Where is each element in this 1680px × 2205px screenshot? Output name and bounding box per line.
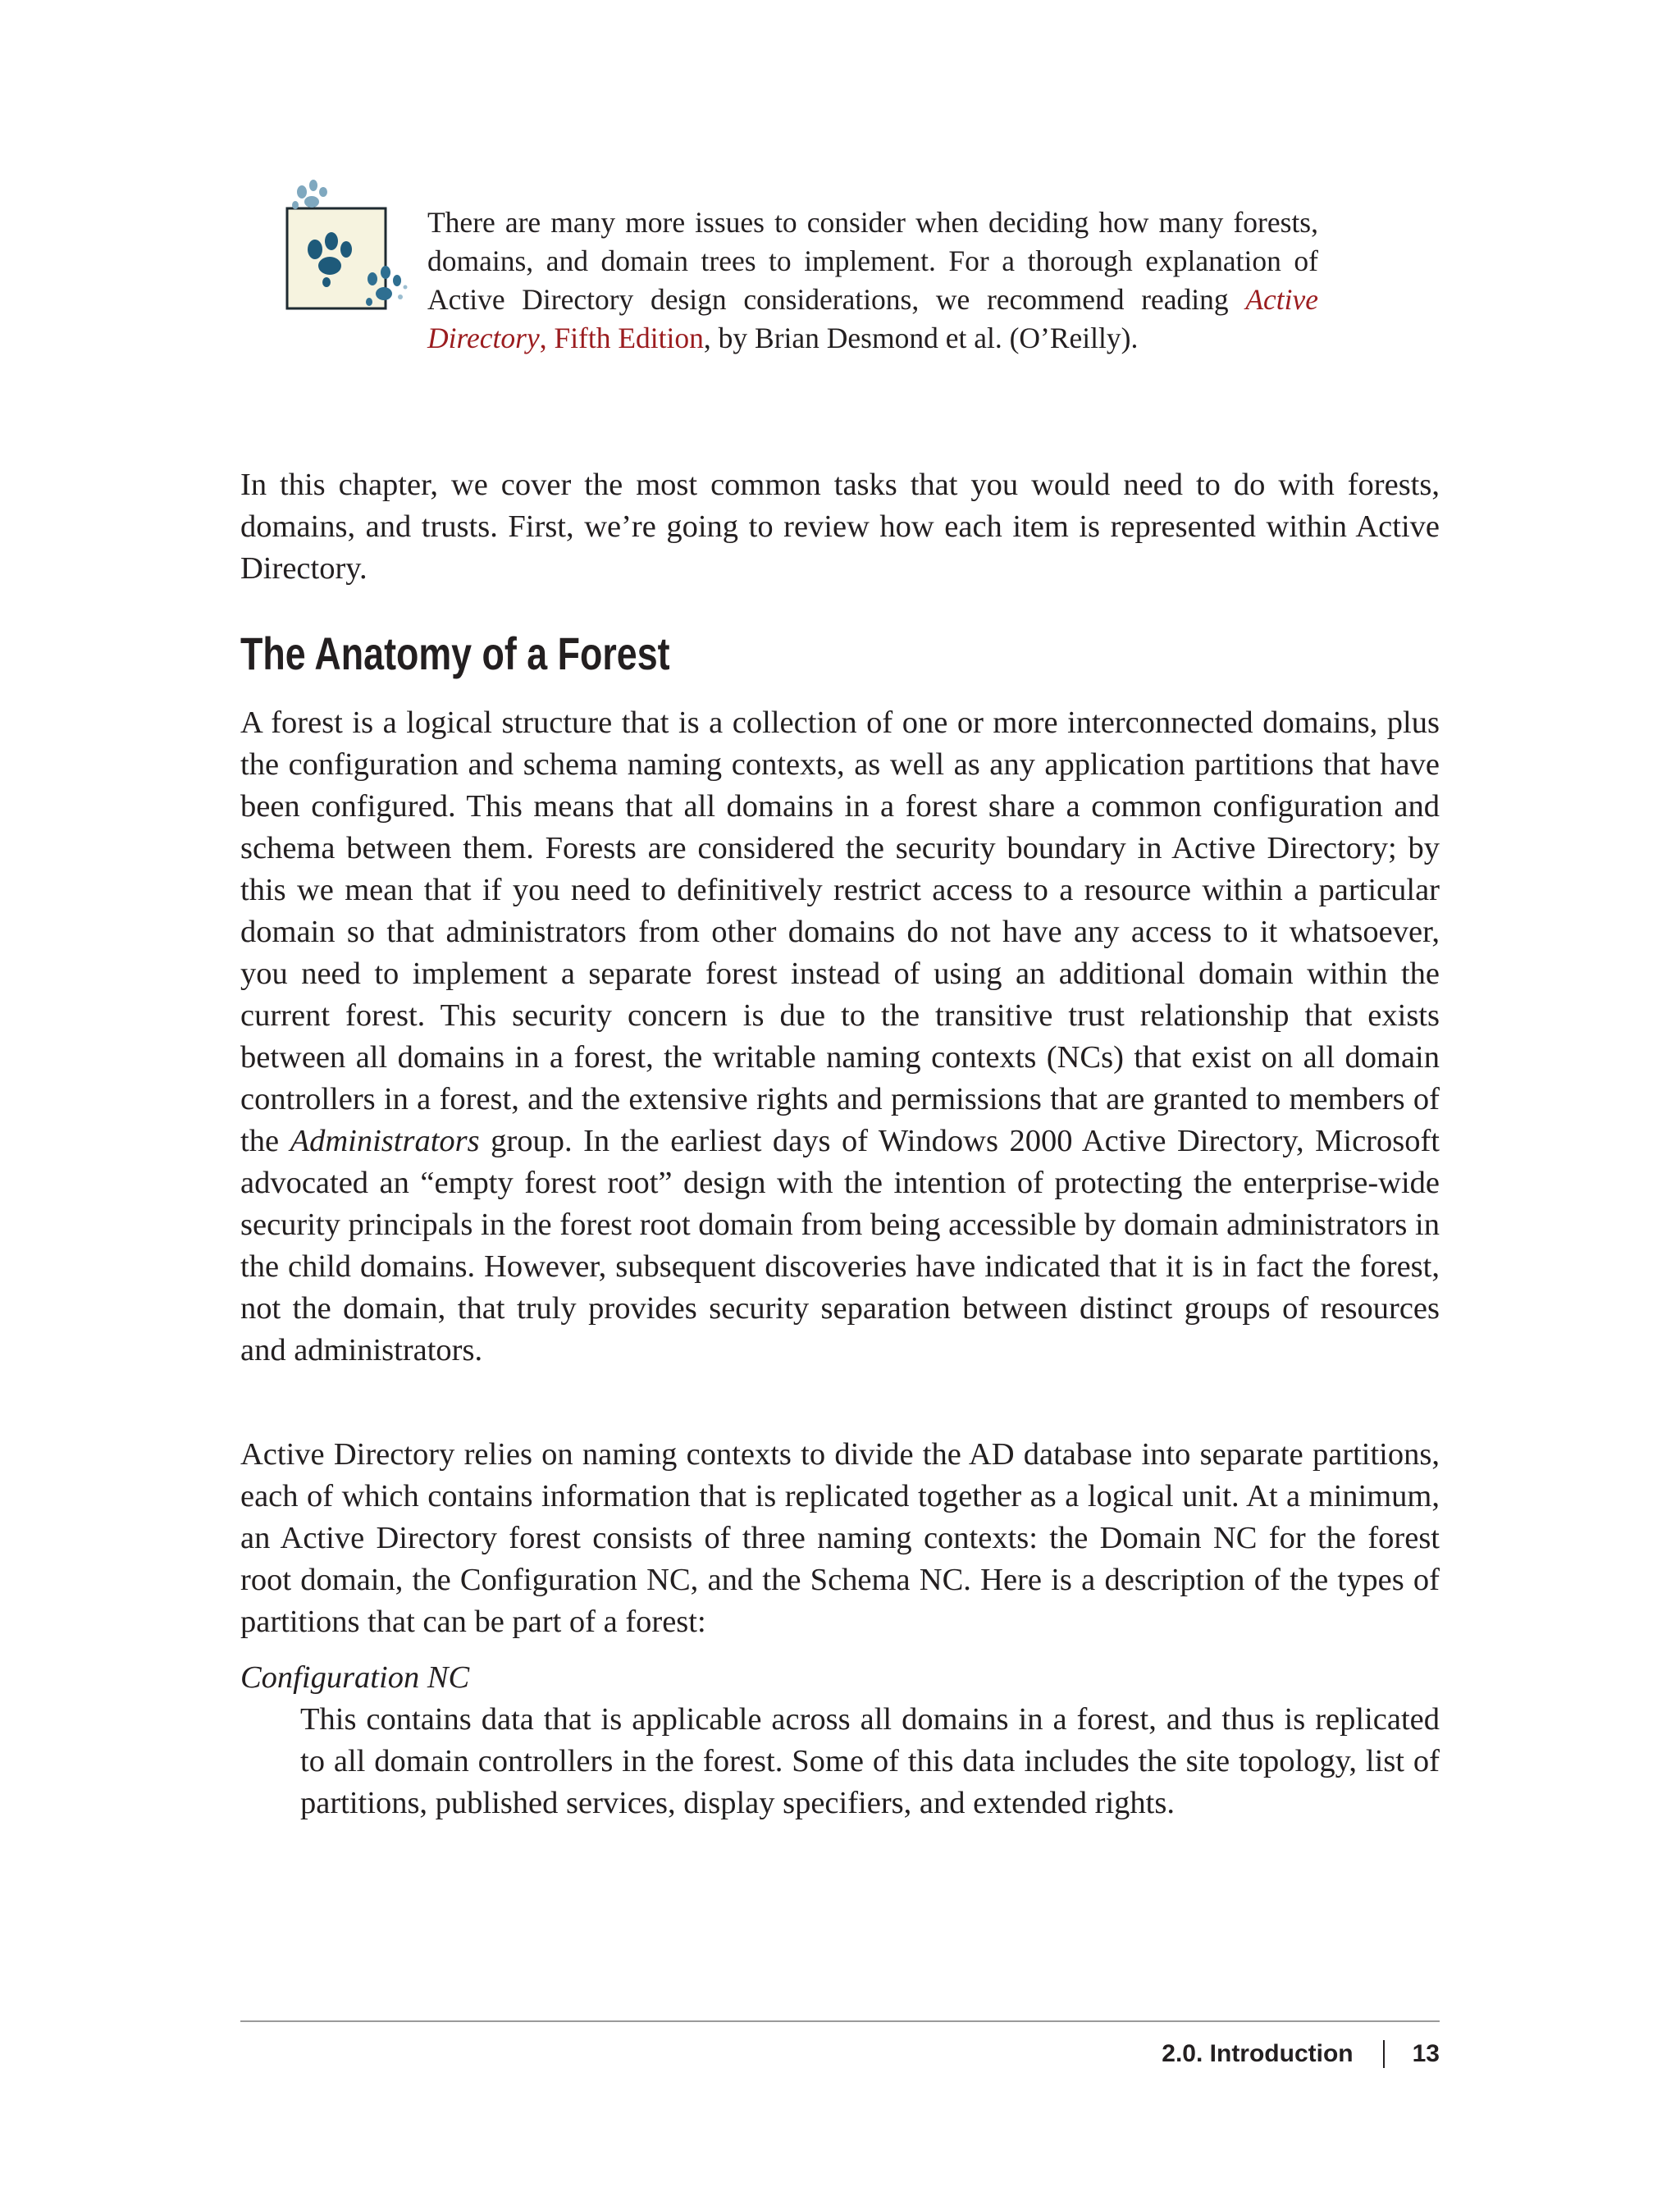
footer-separator bbox=[1383, 2040, 1385, 2068]
tip-icon bbox=[277, 174, 417, 322]
forest-paragraph: A forest is a logical structure that is a collection of one or more interconnected domains, plus the configuration and schema naming contexts, as well as any application partitions that have been configured. This means that all domains in a forest share a common configuration and schema between them. Forests are considered the security boundary in Active Directory; by this we mean that if you need to definitively restrict access to a resource within a particular domain so that administrators from other domains do not have any access to it whatsoever, you need to implement a separate forest instead of using an additional domain within the current forest. This security concern is due to the transitive trust relationship that exists between all domains in a forest, the writable naming contexts (NCs) that exist on all domain controllers in a forest, and the extensive rights and permissions that are granted to members of the Administrators group. In the earliest days of Windows 2000 Active Directory, Microsoft advocated an “empty forest root” design with the intention of protecting the enterprise-wide security principals in the forest root domain from being accessible by domain administrators in the child domains. However, subsequent discoveries have indicated that it is in fact the forest, not the domain, that truly provides security separation between distinct groups of resources and administrators. bbox=[240, 705, 1440, 1367]
footer-divider bbox=[240, 2020, 1440, 2022]
page-footer bbox=[1162, 2038, 1440, 2070]
book-title-link[interactable]: Active Directory, Fifth Edition bbox=[427, 283, 1318, 354]
tip-note-text-before: There are many more issues to consider when deciding how many forests, domains, and domain trees to implement. For a thorough explanation of Active Directory design considerations, we recommend reading bbox=[427, 206, 1318, 316]
intro-paragraph: In this chapter, we cover the most common tasks that you would need to do with forests, domains, and trusts. First, we’re going to review how each item is represented within Active Directory. bbox=[240, 468, 1440, 586]
naming-contexts-paragraph: Active Directory relies on naming contexts to divide the AD database into separate partitions, each of which contains information that is replicated together as a logical unit. At a minimum, an Active Directory forest consists of three naming contexts: the Domain NC for the forest root domain, the Configuration NC, and the Schema NC. Here is a description of the types of partitions that can be part of a forest: bbox=[240, 1437, 1440, 1639]
tip-note-text bbox=[427, 203, 1318, 358]
page-number: 13 bbox=[1412, 2040, 1440, 2067]
section-heading: The Anatomy of a Forest bbox=[240, 628, 670, 679]
tip-note bbox=[427, 203, 1318, 358]
tip-note-text-after: , by Brian Desmond et al. (O’Reilly). bbox=[703, 322, 1139, 354]
definition-term: Configuration NC bbox=[240, 1660, 470, 1695]
definition-description: This contains data that is applicable across all domains in a forest, and thus is replicated to all domain controllers in the forest. Some of this data includes the site topology, list of partitions, published services, display specifiers, and extended rights. bbox=[300, 1702, 1440, 1820]
administrators-group-name: Administrators bbox=[290, 1124, 480, 1158]
footer-section-label: 2.0. Introduction bbox=[1162, 2040, 1354, 2067]
